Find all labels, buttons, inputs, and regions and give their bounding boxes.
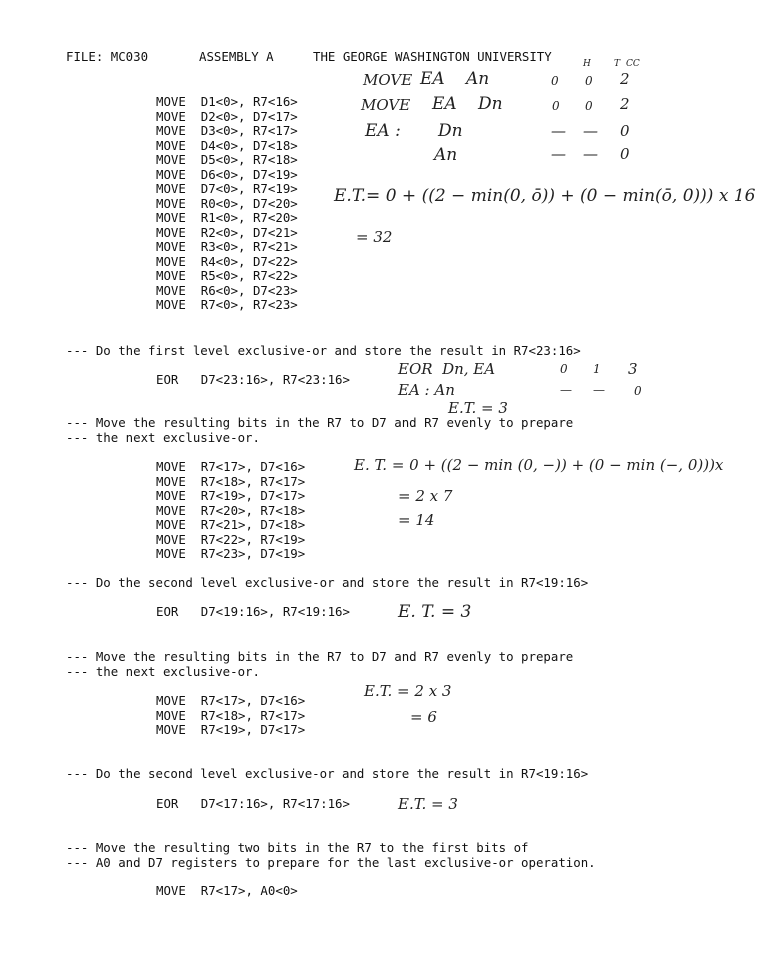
code-line: MOVE R7<18>, R7<17>	[156, 707, 306, 723]
code-line: MOVE R7<20>, R7<18>	[156, 502, 306, 518]
note-h: 0	[551, 74, 559, 88]
note-cc: 0	[620, 122, 630, 140]
note-reg: An	[466, 69, 490, 89]
code-line: MOVE R4<0>, D7<22>	[156, 253, 298, 269]
code-line: MOVE R7<23>, D7<19>	[156, 546, 306, 561]
code-line: MOVE R7<19>, D7<17>	[156, 722, 306, 737]
note-ea-line: EA : An	[398, 381, 455, 399]
note-et: = 2 x 7	[398, 487, 453, 505]
note-reg: Dn	[438, 121, 463, 141]
code-line: MOVE R1<0>, R7<20>	[156, 210, 298, 225]
col-t-label: T	[614, 59, 621, 69]
note-cc: 2	[620, 70, 630, 88]
note-t: 1	[593, 362, 601, 376]
code-line: MOVE R7<19>, D7<17>	[156, 488, 306, 503]
note-op: MOVE	[363, 71, 413, 89]
col-h-label: H	[583, 59, 591, 69]
note-ea: EA	[432, 94, 457, 114]
code-line: MOVE R0<0>, D7<20>	[156, 195, 298, 211]
code-line: MOVE D7<0>, R7<19>	[156, 181, 298, 196]
program-label: ASSEMBLY A	[199, 49, 274, 64]
code-line: EOR D7<23:16>, R7<23:16>	[156, 372, 350, 387]
note-h: —	[551, 145, 566, 163]
code-line: MOVE D2<0>, D7<17>	[156, 108, 298, 124]
code-line: MOVE D3<0>, R7<17>	[156, 123, 298, 138]
note-et: = 6	[410, 708, 437, 726]
note-et: E.T. = 2 x 3	[364, 682, 452, 700]
note-cc: 2	[620, 95, 630, 113]
note-h: 0	[560, 362, 568, 376]
note-ea: EA :	[365, 121, 401, 141]
comment-line: --- Do the second level exclusive-or and store the result in R7<19:16>	[66, 575, 589, 590]
note-et: E.T.= 0 + ((2 − min(0, ō)) + (0 − min(ō, 0))) x 16	[334, 186, 756, 206]
code-line: MOVE D5<0>, R7<18>	[156, 152, 298, 167]
note-t: 0	[585, 74, 593, 88]
note-t: —	[583, 122, 598, 140]
code-line: EOR D7<17:16>, R7<17:16>	[156, 796, 350, 811]
code-line: MOVE R7<18>, R7<17>	[156, 473, 306, 489]
note-et: = 32	[356, 228, 393, 246]
comment-line: --- Move the resulting bits in the R7 to D7 and R7 evenly to prepare	[66, 415, 574, 430]
code-line: MOVE R7<21>, D7<18>	[156, 517, 306, 532]
comment-line: --- Move the resulting two bits in the R7 to the first bits of	[66, 840, 529, 855]
note-h: 0	[552, 99, 560, 113]
note-et: E. T. = 3	[398, 602, 472, 622]
note-reg: Dn	[478, 94, 503, 114]
institution-label: THE GEORGE WASHINGTON UNIVERSITY	[313, 49, 552, 64]
note-cc: 0	[634, 384, 642, 398]
note-reg: An	[434, 145, 458, 165]
comment-line: --- Do the first level exclusive-or and store the result in R7<23:16>	[66, 343, 581, 358]
comment-line: --- A0 and D7 registers to prepare for the last exclusive-or operation.	[66, 854, 596, 870]
code-line: EOR D7<19:16>, R7<19:16>	[156, 604, 350, 619]
code-line: MOVE D1<0>, R7<16>	[156, 94, 298, 109]
comment-line: --- Move the resulting bits in the R7 to D7 and R7 evenly to prepare	[66, 649, 574, 664]
note-et: E.T. = 3	[448, 399, 508, 417]
note-et: E.T. = 3	[398, 795, 458, 813]
comment-line: --- the next exclusive-or.	[66, 663, 260, 679]
note-et: E. T. = 0 + ((2 − min (0, −)) + (0 − min (−, 0)))x	[354, 456, 724, 474]
code-line: MOVE D4<0>, D7<18>	[156, 137, 298, 153]
col-cc-label: CC	[626, 59, 640, 69]
note-h: —	[551, 122, 566, 140]
note-ea: EA	[420, 69, 445, 89]
note-h: —	[560, 383, 572, 397]
code-line: MOVE R7<0>, R7<23>	[156, 297, 298, 312]
note-t: —	[583, 145, 598, 163]
note-t: 0	[585, 99, 593, 113]
comment-line: --- Do the second level exclusive-or and store the result in R7<19:16>	[66, 766, 589, 781]
code-line: MOVE R3<0>, R7<21>	[156, 239, 298, 254]
code-line: MOVE R7<17>, D7<16>	[156, 459, 306, 474]
code-line: MOVE R2<0>, D7<21>	[156, 224, 298, 240]
note-cc: 3	[628, 360, 638, 378]
comment-line: --- the next exclusive-or.	[66, 429, 260, 445]
note-t: —	[593, 383, 605, 397]
code-line: MOVE D6<0>, D7<19>	[156, 166, 298, 182]
note-op: MOVE	[361, 96, 411, 114]
code-line: MOVE R7<17>, D7<16>	[156, 693, 306, 708]
file-label: FILE: MC030	[66, 49, 149, 64]
code-line: MOVE R7<22>, R7<19>	[156, 531, 306, 547]
code-line: MOVE R5<0>, R7<22>	[156, 268, 298, 283]
code-line: MOVE R6<0>, D7<23>	[156, 282, 298, 298]
note-instr: EOR Dn, EA	[398, 360, 496, 378]
note-et: = 14	[398, 511, 435, 529]
note-cc: 0	[620, 145, 630, 163]
code-line: MOVE R7<17>, A0<0>	[156, 883, 298, 898]
